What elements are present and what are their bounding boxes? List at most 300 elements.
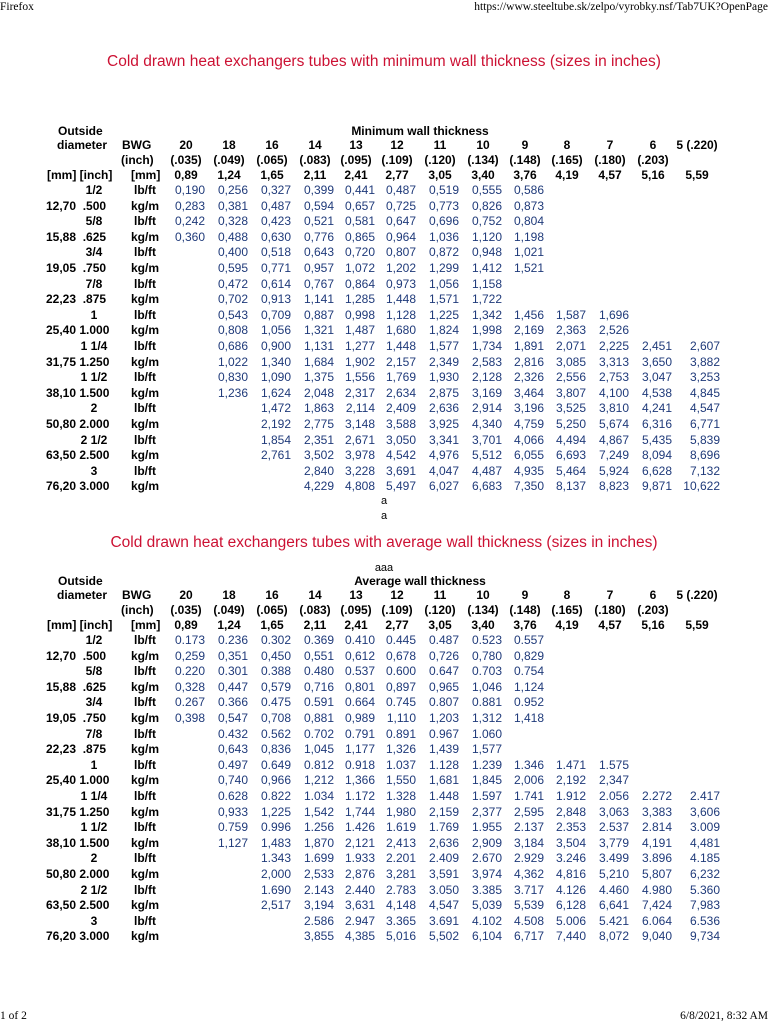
weight-value: 2,671: [344, 432, 375, 447]
weight-value: 2.947: [344, 913, 375, 928]
outside-diameter-fraction: 2: [90, 851, 98, 866]
weight-value: 2,636: [428, 835, 459, 850]
weight-value: 0,716: [303, 679, 334, 694]
weight-value: 2,006: [513, 773, 544, 788]
weight-value: 1.239: [471, 757, 502, 772]
weight-value: 1,577: [471, 742, 502, 757]
weight-value: 1,340: [260, 354, 291, 369]
weight-value: 1,722: [471, 292, 502, 307]
weight-value: 0.537: [344, 664, 375, 679]
weight-value: 1,448: [385, 339, 416, 353]
weight-value: 1,277: [344, 339, 375, 353]
weight-value: 4,148: [385, 898, 416, 913]
weight-value: 2.814: [641, 820, 672, 835]
weight-value: 3,502: [303, 448, 334, 463]
unit-label: lb/ft: [134, 183, 156, 197]
gauge-mm: 3,05: [428, 618, 452, 632]
weight-value: 8,094: [641, 448, 672, 463]
gauge-mm: 4,19: [555, 618, 579, 632]
weight-value: 0.445: [385, 633, 416, 647]
weight-value: 0.918: [344, 757, 375, 772]
mm-label: [mm]: [131, 618, 161, 632]
weight-value: 0,966: [260, 773, 291, 788]
weight-value: 2,071: [555, 339, 586, 353]
stray-note-a2: a: [380, 510, 388, 522]
weight-value: 0.557: [513, 633, 544, 647]
weight-value: 2,128: [471, 370, 502, 385]
weight-value: 4,362: [513, 867, 544, 881]
weight-value: 2,363: [555, 323, 586, 338]
weight-value: 2.056: [598, 789, 629, 803]
outside-diameter-size: 15,88 .625: [46, 679, 107, 694]
weight-value: 0,933: [217, 804, 248, 819]
weight-value: 0,948: [471, 245, 502, 260]
weight-value: 1,624: [260, 385, 291, 400]
weight-value: 3.009: [689, 820, 720, 835]
weight-value: 1,863: [303, 401, 334, 416]
weight-value: 2,048: [303, 385, 334, 400]
weight-value: 0,643: [303, 245, 334, 260]
gauge-mm: 1,24: [217, 618, 241, 632]
outside-diameter-size: 31,75 1.250: [46, 804, 110, 819]
weight-value: 0,900: [260, 339, 291, 353]
gauge-number: 14: [308, 138, 322, 152]
weight-value: 4,547: [689, 401, 720, 416]
weight-value: 0,259: [174, 648, 205, 663]
weight-value: 2,816: [513, 354, 544, 369]
weight-value: 3,925: [428, 417, 459, 431]
weight-value: 1,418: [513, 711, 544, 725]
unit-label: kg/m: [130, 742, 159, 757]
weight-value: 1,824: [428, 323, 459, 338]
outside-diameter-size: 12,70 .500: [46, 198, 107, 213]
weight-value: 0,586: [513, 183, 544, 197]
gauge-mm: 5,59: [685, 618, 709, 632]
weight-value: 0.807: [428, 695, 459, 710]
weight-value: 7,424: [641, 898, 672, 913]
weight-value: 1,681: [428, 773, 459, 788]
weight-value: 2,761: [260, 448, 291, 463]
page-url[interactable]: https://www.steeltube.sk/zelpo/vyrobky.nsf/Tab7UK?OpenPage: [474, 1, 768, 13]
gauge-mm: 2,77: [385, 618, 409, 632]
weight-value: 3,807: [555, 385, 586, 400]
weight-value: 4.980: [641, 882, 672, 897]
weight-value: 3,974: [471, 867, 502, 881]
weight-value: 1,577: [428, 339, 459, 353]
weight-value: 6,641: [598, 898, 629, 913]
weight-value: 1.690: [260, 882, 291, 897]
gauge-number: 12: [390, 138, 404, 152]
weight-value: 7,350: [513, 479, 544, 494]
weight-value: 1,021: [513, 245, 544, 260]
weight-value: 5,039: [471, 898, 502, 913]
weight-value: 2,349: [428, 354, 459, 369]
page-counter: 1 of 2: [0, 1010, 27, 1022]
gauge-mm: 3,76: [513, 168, 537, 182]
weight-value: 8,137: [555, 479, 586, 494]
weight-value: 4,487: [471, 463, 502, 478]
weight-value: 2.272: [641, 789, 672, 803]
weight-value: 2.143: [303, 882, 334, 897]
weight-value: 0.649: [260, 757, 291, 772]
weight-value: 1,128: [385, 307, 416, 322]
weight-value: 0,190: [174, 183, 205, 197]
weight-value: 1,456: [513, 307, 544, 322]
weight-value: 0,612: [344, 648, 375, 663]
weight-value: 1.256: [303, 820, 334, 835]
weight-value: 1,571: [428, 292, 459, 307]
weight-value: 2,526: [598, 323, 629, 338]
weight-value: 1,696: [598, 307, 629, 322]
weight-value: 0,283: [174, 198, 205, 213]
weight-value: 1.343: [260, 851, 291, 866]
stray-note-a1: a: [380, 495, 388, 507]
weight-value: 3,810: [598, 401, 629, 416]
inch-label: (inch): [121, 153, 154, 167]
weight-value: 2.783: [385, 882, 416, 897]
weight-value: 0.600: [385, 664, 416, 679]
outside-diameter-size: 22,23 .875: [46, 742, 107, 757]
weight-value: 1,483: [260, 835, 291, 850]
weight-value: 3.385: [471, 882, 502, 897]
gauge-inch: (.083): [299, 153, 331, 167]
weight-value: 0,595: [217, 261, 248, 275]
weight-value: 4,066: [513, 432, 544, 447]
average-wall-table: [0, 574, 768, 952]
weight-value: 4.508: [513, 913, 544, 928]
unit-label: kg/m: [130, 354, 159, 369]
weight-value: 1,158: [471, 276, 502, 291]
outside-diameter-size: 22,23 .875: [46, 292, 107, 307]
weight-value: 0,771: [260, 261, 291, 275]
unit-label: lb/ft: [134, 633, 156, 647]
gauge-mm: 4,19: [555, 168, 579, 182]
unit-label: lb/ft: [134, 695, 156, 710]
weight-value: 0.996: [260, 820, 291, 835]
weight-value: 3,606: [689, 804, 720, 819]
weight-value: 1.933: [344, 851, 375, 866]
outside-diameter-fraction: 2 1/2: [80, 432, 108, 447]
mm-inch-label: [mm] [inch]: [47, 168, 113, 182]
weight-value: 2,753: [598, 370, 629, 385]
weight-value: 0.267: [174, 695, 205, 710]
weight-value: 1.955: [471, 820, 502, 835]
weight-value: 1,448: [385, 292, 416, 307]
weight-value: 6,771: [689, 417, 720, 431]
weight-value: 6,055: [513, 448, 544, 463]
weight-value: 3,504: [555, 835, 586, 850]
gauge-inch: (.035): [170, 153, 202, 167]
outside-diameter-fraction: 2 1/2: [80, 882, 108, 897]
unit-label: lb/ft: [134, 726, 156, 741]
weight-value: 1.575: [598, 757, 629, 772]
weight-value: 0.497: [217, 757, 248, 772]
weight-value: 0,360: [174, 229, 205, 244]
unit-label: lb/ft: [134, 913, 156, 928]
gauge-number: 7: [606, 588, 614, 602]
weight-value: 0,989: [344, 711, 375, 725]
outside-diameter-fraction: 3/4: [85, 695, 103, 710]
unit-label: kg/m: [130, 835, 159, 850]
weight-value: 6,316: [641, 417, 672, 431]
weight-value: 10,622: [683, 479, 720, 494]
weight-value: 5.421: [598, 913, 629, 928]
weight-value: 1.328: [385, 789, 416, 803]
unit-label: kg/m: [130, 711, 159, 725]
weight-value: 0.369: [303, 633, 334, 647]
weight-value: 1,412: [471, 261, 502, 275]
gauge-number: 8: [563, 588, 571, 602]
weight-value: 4,340: [471, 417, 502, 431]
weight-value: 1,299: [428, 261, 459, 275]
unit-label: kg/m: [130, 261, 159, 275]
gauge-mm: 1,65: [260, 168, 284, 182]
weight-value: 0,872: [428, 245, 459, 260]
weight-value: 0,804: [513, 214, 544, 229]
weight-value: 1,131: [303, 339, 334, 353]
weight-value: 6,683: [471, 479, 502, 494]
weight-value: 0,643: [217, 742, 248, 757]
weight-value: 3,313: [598, 354, 629, 369]
weight-value: 0.480: [303, 664, 334, 679]
weight-value: 6,628: [641, 463, 672, 478]
weight-value: 1,998: [471, 323, 502, 338]
outside-diameter-size: 12,70 .500: [46, 648, 107, 663]
weight-value: 0,400: [217, 245, 248, 260]
weight-value: 2,351: [303, 432, 334, 447]
weight-value: 2,595: [513, 804, 544, 819]
gauge-number: 13: [349, 138, 363, 152]
weight-value: 1,177: [344, 742, 375, 757]
gauge-number: 13: [349, 588, 363, 602]
weight-value: 0,441: [344, 183, 375, 197]
table-title-minimum: Cold drawn heat exchangers tubes with minimum wall thickness (sizes in inches): [107, 53, 661, 70]
weight-value: 4.126: [555, 882, 586, 897]
weight-value: 5,250: [555, 417, 586, 431]
weight-value: 4,759: [513, 417, 544, 431]
weight-value: 0,381: [217, 198, 248, 213]
outside-diameter-size: 25,40 1.000: [46, 773, 110, 788]
print-timestamp: 6/8/2021, 8:32 AM: [680, 1010, 768, 1022]
unit-label: kg/m: [130, 479, 159, 494]
unit-label: kg/m: [130, 898, 159, 913]
weight-value: 1,366: [344, 773, 375, 788]
weight-value: 2.417: [689, 789, 720, 803]
weight-value: 4,935: [513, 463, 544, 478]
unit-label: kg/m: [130, 385, 159, 400]
stray-note-aaa: aaa: [374, 562, 394, 574]
weight-value: 4,538: [641, 385, 672, 400]
gauge-number: 18: [222, 138, 236, 152]
weight-value: 4,229: [303, 479, 334, 494]
unit-label: lb/ft: [134, 276, 156, 291]
weight-value: 0,696: [428, 214, 459, 229]
weight-value: 1,487: [344, 323, 375, 338]
weight-value: 0,965: [428, 679, 459, 694]
weight-value: 0,752: [471, 214, 502, 229]
weight-value: 2,451: [641, 339, 672, 353]
outside-diameter-size: 38,10 1.500: [46, 385, 110, 400]
weight-value: 0,826: [471, 198, 502, 213]
weight-value: 3,194: [303, 898, 334, 913]
weight-value: 5,464: [555, 463, 586, 478]
weight-value: 1,056: [260, 323, 291, 338]
weight-value: 1.448: [428, 789, 459, 803]
weight-value: 4,241: [641, 401, 672, 416]
gauge-mm: 2,41: [344, 618, 368, 632]
unit-label: kg/m: [130, 448, 159, 463]
weight-value: 2.670: [471, 851, 502, 866]
outside-diameter-size: 76,20 3.000: [46, 479, 110, 494]
weight-value: 4,494: [555, 432, 586, 447]
weight-value: 3,464: [513, 385, 544, 400]
gauge-number: 14: [308, 588, 322, 602]
weight-value: 2,556: [555, 370, 586, 385]
weight-value: 1,769: [385, 370, 416, 385]
weight-value: 0,579: [260, 679, 291, 694]
gauge-inch: (.095): [340, 603, 372, 617]
outside-diameter-fraction: 1 1/4: [80, 789, 108, 803]
unit-label: kg/m: [130, 648, 159, 663]
weight-value: 2,909: [471, 835, 502, 850]
weight-value: 0.647: [428, 664, 459, 679]
weight-value: 3,169: [471, 385, 502, 400]
unit-label: lb/ft: [134, 307, 156, 322]
table-title-average: Cold drawn heat exchangers tubes with average wall thickness (sizes in inches): [110, 534, 658, 551]
weight-value: 6,232: [689, 867, 720, 881]
weight-value: 3,253: [689, 370, 720, 385]
gauge-number: 9: [521, 588, 529, 602]
weight-value: 0,521: [303, 214, 334, 229]
weight-value: 2.440: [344, 882, 375, 897]
outside-diameter-size: 25,40 1.000: [46, 323, 110, 338]
outside-diameter-size: 31,75 1.250: [46, 354, 110, 369]
weight-value: 5,674: [598, 417, 629, 431]
weight-value: 2,000: [260, 867, 291, 881]
weight-value: 0,873: [513, 198, 544, 213]
weight-value: 1.619: [385, 820, 416, 835]
outside-diameter-size: 50,80 2.000: [46, 867, 110, 881]
weight-value: 2,914: [471, 401, 502, 416]
weight-value: 1,120: [471, 229, 502, 244]
weight-value: 3,691: [385, 463, 416, 478]
weight-value: 0.628: [217, 789, 248, 803]
unit-label: lb/ft: [134, 820, 156, 835]
weight-value: 1,472: [260, 401, 291, 416]
weight-value: 1.128: [428, 757, 459, 772]
weight-value: 3,631: [344, 898, 375, 913]
unit-label: lb/ft: [134, 882, 156, 897]
weight-value: 0,555: [471, 183, 502, 197]
weight-value: 1.172: [344, 789, 375, 803]
weight-value: 3,383: [641, 804, 672, 819]
gauge-inch: (.134): [467, 153, 499, 167]
weight-value: 0,547: [217, 711, 248, 725]
weight-value: 0,686: [217, 339, 248, 353]
weight-value: 0.173: [174, 633, 205, 647]
weight-value: 6,717: [513, 929, 544, 944]
weight-value: 3,196: [513, 401, 544, 416]
weight-value: 1,854: [260, 432, 291, 447]
weight-value: 0,773: [428, 198, 459, 213]
gauge-mm: 4,57: [598, 618, 622, 632]
weight-value: 2,317: [344, 385, 375, 400]
unit-label: kg/m: [130, 804, 159, 819]
weight-value: 3.365: [385, 913, 416, 928]
outside-diameter-fraction: 1 1/4: [80, 339, 108, 353]
weight-value: 0.432: [217, 726, 248, 741]
weight-value: 2,121: [344, 835, 375, 850]
weight-value: 2.586: [303, 913, 334, 928]
outside-diameter-fraction: 7/8: [85, 276, 103, 291]
weight-value: 5,839: [689, 432, 720, 447]
weight-value: 3.691: [428, 913, 459, 928]
weight-value: 8,072: [598, 929, 629, 944]
weight-value: 0,807: [385, 245, 416, 260]
weight-value: 0,720: [344, 245, 375, 260]
weight-value: 0,767: [303, 276, 334, 291]
gauge-number: 5 (.220): [676, 588, 718, 602]
weight-value: 6,027: [428, 479, 459, 494]
gauge-inch: (.083): [299, 603, 331, 617]
weight-value: 0,808: [217, 323, 248, 338]
weight-value: 5,512: [471, 448, 502, 463]
weight-value: 0,678: [385, 648, 416, 663]
weight-value: 4,547: [428, 898, 459, 913]
weight-value: 0,887: [303, 307, 334, 322]
weight-value: 1.597: [471, 789, 502, 803]
outside-diameter-size: 63,50 2.500: [46, 898, 110, 913]
outside-diameter-fraction: 5/8: [85, 664, 103, 679]
weight-value: 0.881: [471, 695, 502, 710]
weight-value: 1,556: [344, 370, 375, 385]
weight-value: 3,341: [428, 432, 459, 447]
weight-value: 0,897: [385, 679, 416, 694]
weight-value: 1,744: [344, 804, 375, 819]
outside-diameter-size: 19,05 .750: [46, 261, 107, 275]
weight-value: 2,634: [385, 385, 416, 400]
weight-value: 1,375: [303, 370, 334, 385]
weight-value: 2,192: [555, 773, 586, 788]
outside-label: Outside: [58, 574, 103, 588]
weight-value: 8,696: [689, 448, 720, 463]
unit-label: kg/m: [130, 679, 159, 694]
weight-value: 2,157: [385, 354, 416, 369]
weight-value: 9,040: [641, 929, 672, 944]
weight-value: 1,045: [303, 742, 334, 757]
weight-value: 5,539: [513, 898, 544, 913]
weight-value: 0,487: [260, 198, 291, 213]
weight-value: 0,447: [217, 679, 248, 694]
weight-value: 2,636: [428, 401, 459, 416]
weight-value: 0.475: [260, 695, 291, 710]
mm-label: [mm]: [131, 168, 161, 182]
weight-value: 0,801: [344, 679, 375, 694]
gauge-number: 16: [265, 588, 279, 602]
weight-value: 2,840: [303, 463, 334, 478]
weight-value: 5,502: [428, 929, 459, 944]
outside-diameter-fraction: 7/8: [85, 726, 103, 741]
weight-value: 1,980: [385, 804, 416, 819]
weight-value: 0.703: [471, 664, 502, 679]
weight-value: 4.460: [598, 882, 629, 897]
gauge-inch: (.109): [381, 603, 413, 617]
gauge-inch: (.095): [340, 153, 372, 167]
gauge-number: 6: [649, 138, 657, 152]
weight-value: 0,964: [385, 229, 416, 244]
weight-value: 4,867: [598, 432, 629, 447]
weight-value: 0.220: [174, 664, 205, 679]
